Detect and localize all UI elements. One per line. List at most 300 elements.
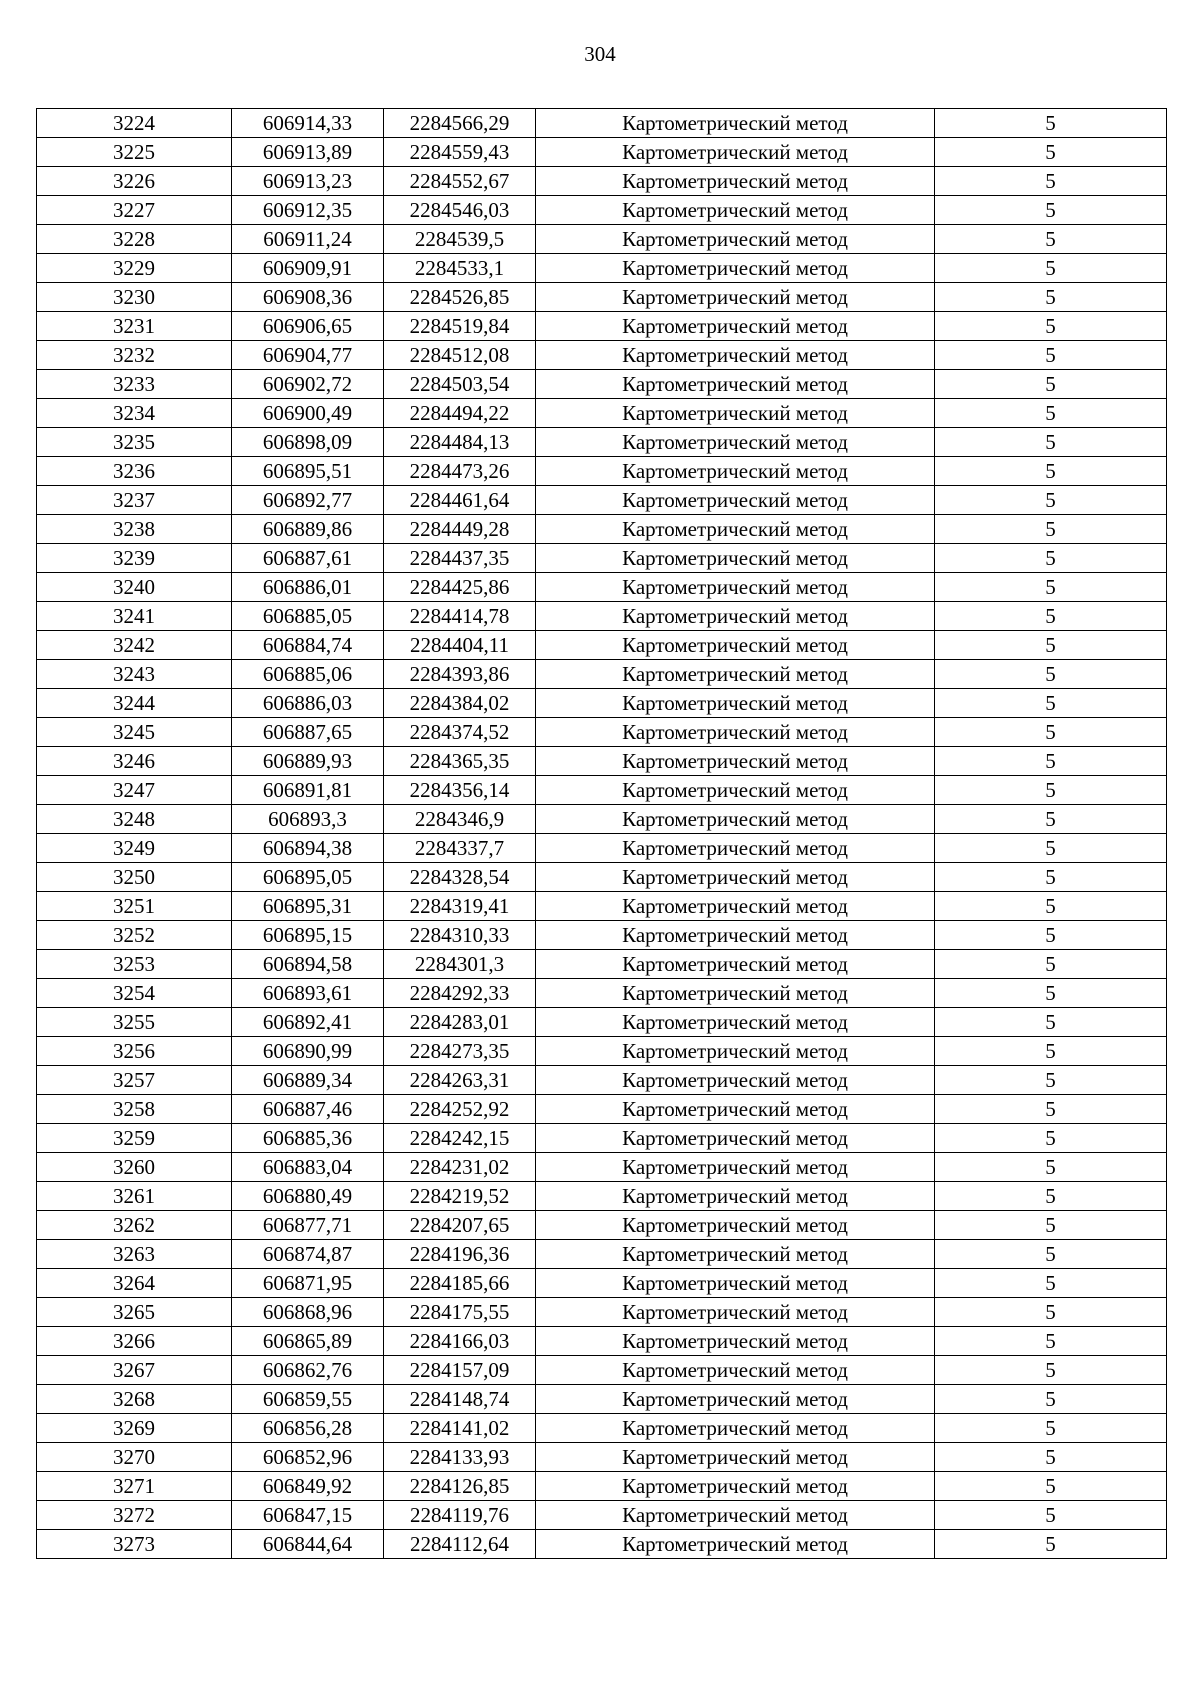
precision-cell: 5 xyxy=(935,1298,1167,1327)
method-cell: Картометрический метод xyxy=(536,573,935,602)
method-cell: Картометрический метод xyxy=(536,1472,935,1501)
x-coordinate-cell: 606895,15 xyxy=(232,921,384,950)
x-coordinate-cell: 606893,3 xyxy=(232,805,384,834)
y-coordinate-cell: 2284273,35 xyxy=(384,1037,536,1066)
y-coordinate-cell: 2284263,31 xyxy=(384,1066,536,1095)
precision-cell: 5 xyxy=(935,1240,1167,1269)
y-coordinate-cell: 2284319,41 xyxy=(384,892,536,921)
precision-cell: 5 xyxy=(935,341,1167,370)
point-number-cell: 3237 xyxy=(37,486,232,515)
table-row xyxy=(37,979,1167,1008)
method-cell: Картометрический метод xyxy=(536,428,935,457)
table-row xyxy=(37,225,1167,254)
y-coordinate-cell: 2284384,02 xyxy=(384,689,536,718)
point-number-cell: 3232 xyxy=(37,341,232,370)
y-coordinate-cell: 2284175,55 xyxy=(384,1298,536,1327)
method-cell: Картометрический метод xyxy=(536,196,935,225)
method-cell: Картометрический метод xyxy=(536,1066,935,1095)
y-coordinate-cell: 2284566,29 xyxy=(384,109,536,138)
point-number-cell: 3261 xyxy=(37,1182,232,1211)
table-row xyxy=(37,1240,1167,1269)
method-cell: Картометрический метод xyxy=(536,486,935,515)
point-number-cell: 3263 xyxy=(37,1240,232,1269)
point-number-cell: 3252 xyxy=(37,921,232,950)
y-coordinate-cell: 2284242,15 xyxy=(384,1124,536,1153)
precision-cell: 5 xyxy=(935,631,1167,660)
y-coordinate-cell: 2284231,02 xyxy=(384,1153,536,1182)
method-cell: Картометрический метод xyxy=(536,1327,935,1356)
x-coordinate-cell: 606913,89 xyxy=(232,138,384,167)
table-row xyxy=(37,834,1167,863)
x-coordinate-cell: 606892,41 xyxy=(232,1008,384,1037)
precision-cell: 5 xyxy=(935,515,1167,544)
y-coordinate-cell: 2284449,28 xyxy=(384,515,536,544)
x-coordinate-cell: 606885,05 xyxy=(232,602,384,631)
precision-cell: 5 xyxy=(935,1501,1167,1530)
precision-cell: 5 xyxy=(935,399,1167,428)
method-cell: Картометрический метод xyxy=(536,370,935,399)
x-coordinate-cell: 606884,74 xyxy=(232,631,384,660)
x-coordinate-cell: 606844,64 xyxy=(232,1530,384,1559)
precision-cell: 5 xyxy=(935,718,1167,747)
x-coordinate-cell: 606895,51 xyxy=(232,457,384,486)
point-number-cell: 3233 xyxy=(37,370,232,399)
y-coordinate-cell: 2284494,22 xyxy=(384,399,536,428)
y-coordinate-cell: 2284437,35 xyxy=(384,544,536,573)
y-coordinate-cell: 2284157,09 xyxy=(384,1356,536,1385)
precision-cell: 5 xyxy=(935,776,1167,805)
table-row xyxy=(37,167,1167,196)
x-coordinate-cell: 606889,34 xyxy=(232,1066,384,1095)
method-cell: Картометрический метод xyxy=(536,602,935,631)
y-coordinate-cell: 2284552,67 xyxy=(384,167,536,196)
point-number-cell: 3248 xyxy=(37,805,232,834)
x-coordinate-cell: 606847,15 xyxy=(232,1501,384,1530)
precision-cell: 5 xyxy=(935,196,1167,225)
x-coordinate-cell: 606904,77 xyxy=(232,341,384,370)
precision-cell: 5 xyxy=(935,747,1167,776)
y-coordinate-cell: 2284119,76 xyxy=(384,1501,536,1530)
method-cell: Картометрический метод xyxy=(536,1153,935,1182)
table-row xyxy=(37,1066,1167,1095)
precision-cell: 5 xyxy=(935,1211,1167,1240)
point-number-cell: 3273 xyxy=(37,1530,232,1559)
x-coordinate-cell: 606862,76 xyxy=(232,1356,384,1385)
table-row xyxy=(37,1356,1167,1385)
table-row xyxy=(37,602,1167,631)
table-row xyxy=(37,1414,1167,1443)
y-coordinate-cell: 2284301,3 xyxy=(384,950,536,979)
x-coordinate-cell: 606852,96 xyxy=(232,1443,384,1472)
x-coordinate-cell: 606893,61 xyxy=(232,979,384,1008)
y-coordinate-cell: 2284346,9 xyxy=(384,805,536,834)
table-row xyxy=(37,341,1167,370)
table-row xyxy=(37,109,1167,138)
method-cell: Картометрический метод xyxy=(536,1530,935,1559)
point-number-cell: 3234 xyxy=(37,399,232,428)
method-cell: Картометрический метод xyxy=(536,979,935,1008)
y-coordinate-cell: 2284414,78 xyxy=(384,602,536,631)
table-row xyxy=(37,863,1167,892)
x-coordinate-cell: 606868,96 xyxy=(232,1298,384,1327)
table-row xyxy=(37,399,1167,428)
x-coordinate-cell: 606909,91 xyxy=(232,254,384,283)
x-coordinate-cell: 606894,58 xyxy=(232,950,384,979)
x-coordinate-cell: 606912,35 xyxy=(232,196,384,225)
precision-cell: 5 xyxy=(935,370,1167,399)
x-coordinate-cell: 606894,38 xyxy=(232,834,384,863)
method-cell: Картометрический метод xyxy=(536,1443,935,1472)
y-coordinate-cell: 2284196,36 xyxy=(384,1240,536,1269)
page-number: 304 xyxy=(584,42,616,66)
y-coordinate-cell: 2284166,03 xyxy=(384,1327,536,1356)
method-cell: Картометрический метод xyxy=(536,312,935,341)
precision-cell: 5 xyxy=(935,428,1167,457)
x-coordinate-cell: 606914,33 xyxy=(232,109,384,138)
y-coordinate-cell: 2284219,52 xyxy=(384,1182,536,1211)
method-cell: Картометрический метод xyxy=(536,1298,935,1327)
table-row xyxy=(37,921,1167,950)
point-number-cell: 3258 xyxy=(37,1095,232,1124)
point-number-cell: 3267 xyxy=(37,1356,232,1385)
precision-cell: 5 xyxy=(935,573,1167,602)
method-cell: Картометрический метод xyxy=(536,515,935,544)
precision-cell: 5 xyxy=(935,486,1167,515)
x-coordinate-cell: 606885,36 xyxy=(232,1124,384,1153)
point-number-cell: 3242 xyxy=(37,631,232,660)
table-row xyxy=(37,1327,1167,1356)
point-number-cell: 3268 xyxy=(37,1385,232,1414)
method-cell: Картометрический метод xyxy=(536,399,935,428)
precision-cell: 5 xyxy=(935,1066,1167,1095)
point-number-cell: 3230 xyxy=(37,283,232,312)
method-cell: Картометрический метод xyxy=(536,1124,935,1153)
method-cell: Картометрический метод xyxy=(536,1211,935,1240)
table-row xyxy=(37,689,1167,718)
table-row xyxy=(37,1298,1167,1327)
x-coordinate-cell: 606877,71 xyxy=(232,1211,384,1240)
method-cell: Картометрический метод xyxy=(536,1269,935,1298)
point-number-cell: 3240 xyxy=(37,573,232,602)
method-cell: Картометрический метод xyxy=(536,950,935,979)
x-coordinate-cell: 606871,95 xyxy=(232,1269,384,1298)
precision-cell: 5 xyxy=(935,1095,1167,1124)
precision-cell: 5 xyxy=(935,138,1167,167)
method-cell: Картометрический метод xyxy=(536,225,935,254)
x-coordinate-cell: 606911,24 xyxy=(232,225,384,254)
point-number-cell: 3249 xyxy=(37,834,232,863)
precision-cell: 5 xyxy=(935,602,1167,631)
precision-cell: 5 xyxy=(935,457,1167,486)
method-cell: Картометрический метод xyxy=(536,1240,935,1269)
table-row xyxy=(37,1269,1167,1298)
precision-cell: 5 xyxy=(935,312,1167,341)
precision-cell: 5 xyxy=(935,1472,1167,1501)
precision-cell: 5 xyxy=(935,167,1167,196)
precision-cell: 5 xyxy=(935,921,1167,950)
point-number-cell: 3246 xyxy=(37,747,232,776)
point-number-cell: 3224 xyxy=(37,109,232,138)
method-cell: Картометрический метод xyxy=(536,1414,935,1443)
method-cell: Картометрический метод xyxy=(536,1501,935,1530)
precision-cell: 5 xyxy=(935,950,1167,979)
method-cell: Картометрический метод xyxy=(536,1356,935,1385)
precision-cell: 5 xyxy=(935,805,1167,834)
point-number-cell: 3271 xyxy=(37,1472,232,1501)
point-number-cell: 3238 xyxy=(37,515,232,544)
method-cell: Картометрический метод xyxy=(536,1008,935,1037)
table-row xyxy=(37,312,1167,341)
point-number-cell: 3253 xyxy=(37,950,232,979)
method-cell: Картометрический метод xyxy=(536,138,935,167)
method-cell: Картометрический метод xyxy=(536,167,935,196)
x-coordinate-cell: 606895,05 xyxy=(232,863,384,892)
point-number-cell: 3269 xyxy=(37,1414,232,1443)
point-number-cell: 3262 xyxy=(37,1211,232,1240)
y-coordinate-cell: 2284112,64 xyxy=(384,1530,536,1559)
table-row xyxy=(37,254,1167,283)
precision-cell: 5 xyxy=(935,1008,1167,1037)
x-coordinate-cell: 606886,01 xyxy=(232,573,384,602)
point-number-cell: 3260 xyxy=(37,1153,232,1182)
y-coordinate-cell: 2284133,93 xyxy=(384,1443,536,1472)
method-cell: Картометрический метод xyxy=(536,834,935,863)
x-coordinate-cell: 606849,92 xyxy=(232,1472,384,1501)
precision-cell: 5 xyxy=(935,1124,1167,1153)
point-number-cell: 3229 xyxy=(37,254,232,283)
table-row xyxy=(37,544,1167,573)
point-number-cell: 3236 xyxy=(37,457,232,486)
precision-cell: 5 xyxy=(935,834,1167,863)
y-coordinate-cell: 2284546,03 xyxy=(384,196,536,225)
table-row xyxy=(37,1443,1167,1472)
x-coordinate-cell: 606887,65 xyxy=(232,718,384,747)
point-number-cell: 3264 xyxy=(37,1269,232,1298)
y-coordinate-cell: 2284252,92 xyxy=(384,1095,536,1124)
y-coordinate-cell: 2284185,66 xyxy=(384,1269,536,1298)
table-row xyxy=(37,428,1167,457)
point-number-cell: 3251 xyxy=(37,892,232,921)
table-row xyxy=(37,573,1167,602)
point-number-cell: 3250 xyxy=(37,863,232,892)
point-number-cell: 3270 xyxy=(37,1443,232,1472)
precision-cell: 5 xyxy=(935,892,1167,921)
method-cell: Картометрический метод xyxy=(536,1385,935,1414)
precision-cell: 5 xyxy=(935,225,1167,254)
point-number-cell: 3231 xyxy=(37,312,232,341)
x-coordinate-cell: 606856,28 xyxy=(232,1414,384,1443)
y-coordinate-cell: 2284533,1 xyxy=(384,254,536,283)
y-coordinate-cell: 2284148,74 xyxy=(384,1385,536,1414)
precision-cell: 5 xyxy=(935,1182,1167,1211)
y-coordinate-cell: 2284292,33 xyxy=(384,979,536,1008)
point-number-cell: 3272 xyxy=(37,1501,232,1530)
precision-cell: 5 xyxy=(935,109,1167,138)
y-coordinate-cell: 2284393,86 xyxy=(384,660,536,689)
coordinates-table xyxy=(36,108,1167,1559)
precision-cell: 5 xyxy=(935,544,1167,573)
y-coordinate-cell: 2284539,5 xyxy=(384,225,536,254)
y-coordinate-cell: 2284461,64 xyxy=(384,486,536,515)
table-row xyxy=(37,457,1167,486)
table-row xyxy=(37,892,1167,921)
table-row xyxy=(37,1182,1167,1211)
method-cell: Картометрический метод xyxy=(536,718,935,747)
table-row xyxy=(37,805,1167,834)
point-number-cell: 3256 xyxy=(37,1037,232,1066)
point-number-cell: 3227 xyxy=(37,196,232,225)
table-row xyxy=(37,1530,1167,1559)
y-coordinate-cell: 2284310,33 xyxy=(384,921,536,950)
y-coordinate-cell: 2284356,14 xyxy=(384,776,536,805)
y-coordinate-cell: 2284473,26 xyxy=(384,457,536,486)
point-number-cell: 3239 xyxy=(37,544,232,573)
method-cell: Картометрический метод xyxy=(536,660,935,689)
point-number-cell: 3255 xyxy=(37,1008,232,1037)
table-row xyxy=(37,1124,1167,1153)
point-number-cell: 3245 xyxy=(37,718,232,747)
y-coordinate-cell: 2284126,85 xyxy=(384,1472,536,1501)
table-row xyxy=(37,660,1167,689)
method-cell: Картометрический метод xyxy=(536,254,935,283)
y-coordinate-cell: 2284404,11 xyxy=(384,631,536,660)
table-row xyxy=(37,1472,1167,1501)
precision-cell: 5 xyxy=(935,660,1167,689)
precision-cell: 5 xyxy=(935,1530,1167,1559)
table-row xyxy=(37,950,1167,979)
table-row xyxy=(37,1095,1167,1124)
x-coordinate-cell: 606880,49 xyxy=(232,1182,384,1211)
y-coordinate-cell: 2284425,86 xyxy=(384,573,536,602)
x-coordinate-cell: 606859,55 xyxy=(232,1385,384,1414)
precision-cell: 5 xyxy=(935,1443,1167,1472)
x-coordinate-cell: 606883,04 xyxy=(232,1153,384,1182)
x-coordinate-cell: 606890,99 xyxy=(232,1037,384,1066)
x-coordinate-cell: 606902,72 xyxy=(232,370,384,399)
x-coordinate-cell: 606887,61 xyxy=(232,544,384,573)
point-number-cell: 3257 xyxy=(37,1066,232,1095)
method-cell: Картометрический метод xyxy=(536,689,935,718)
x-coordinate-cell: 606895,31 xyxy=(232,892,384,921)
y-coordinate-cell: 2284519,84 xyxy=(384,312,536,341)
precision-cell: 5 xyxy=(935,1153,1167,1182)
point-number-cell: 3241 xyxy=(37,602,232,631)
x-coordinate-cell: 606891,81 xyxy=(232,776,384,805)
x-coordinate-cell: 606892,77 xyxy=(232,486,384,515)
precision-cell: 5 xyxy=(935,1385,1167,1414)
point-number-cell: 3228 xyxy=(37,225,232,254)
table-row xyxy=(37,1037,1167,1066)
table-row xyxy=(37,196,1167,225)
x-coordinate-cell: 606886,03 xyxy=(232,689,384,718)
point-number-cell: 3226 xyxy=(37,167,232,196)
x-coordinate-cell: 606885,06 xyxy=(232,660,384,689)
point-number-cell: 3259 xyxy=(37,1124,232,1153)
y-coordinate-cell: 2284283,01 xyxy=(384,1008,536,1037)
method-cell: Картометрический метод xyxy=(536,892,935,921)
y-coordinate-cell: 2284503,54 xyxy=(384,370,536,399)
precision-cell: 5 xyxy=(935,254,1167,283)
point-number-cell: 3266 xyxy=(37,1327,232,1356)
precision-cell: 5 xyxy=(935,283,1167,312)
x-coordinate-cell: 606913,23 xyxy=(232,167,384,196)
table-row xyxy=(37,283,1167,312)
table-row xyxy=(37,631,1167,660)
x-coordinate-cell: 606900,49 xyxy=(232,399,384,428)
method-cell: Картометрический метод xyxy=(536,1095,935,1124)
precision-cell: 5 xyxy=(935,1414,1167,1443)
point-number-cell: 3235 xyxy=(37,428,232,457)
method-cell: Картометрический метод xyxy=(536,544,935,573)
point-number-cell: 3247 xyxy=(37,776,232,805)
precision-cell: 5 xyxy=(935,1269,1167,1298)
x-coordinate-cell: 606906,65 xyxy=(232,312,384,341)
y-coordinate-cell: 2284141,02 xyxy=(384,1414,536,1443)
y-coordinate-cell: 2284559,43 xyxy=(384,138,536,167)
table-row xyxy=(37,138,1167,167)
x-coordinate-cell: 606865,89 xyxy=(232,1327,384,1356)
y-coordinate-cell: 2284526,85 xyxy=(384,283,536,312)
x-coordinate-cell: 606889,86 xyxy=(232,515,384,544)
method-cell: Картометрический метод xyxy=(536,1182,935,1211)
y-coordinate-cell: 2284512,08 xyxy=(384,341,536,370)
x-coordinate-cell: 606889,93 xyxy=(232,747,384,776)
y-coordinate-cell: 2284328,54 xyxy=(384,863,536,892)
precision-cell: 5 xyxy=(935,689,1167,718)
method-cell: Картометрический метод xyxy=(536,341,935,370)
table-row xyxy=(37,1153,1167,1182)
method-cell: Картометрический метод xyxy=(536,457,935,486)
table-row xyxy=(37,1211,1167,1240)
method-cell: Картометрический метод xyxy=(536,805,935,834)
table-row xyxy=(37,747,1167,776)
method-cell: Картометрический метод xyxy=(536,863,935,892)
precision-cell: 5 xyxy=(935,863,1167,892)
y-coordinate-cell: 2284374,52 xyxy=(384,718,536,747)
precision-cell: 5 xyxy=(935,1037,1167,1066)
x-coordinate-cell: 606887,46 xyxy=(232,1095,384,1124)
method-cell: Картометрический метод xyxy=(536,1037,935,1066)
table-row xyxy=(37,1385,1167,1414)
method-cell: Картометрический метод xyxy=(536,921,935,950)
table-row xyxy=(37,486,1167,515)
point-number-cell: 3265 xyxy=(37,1298,232,1327)
point-number-cell: 3244 xyxy=(37,689,232,718)
x-coordinate-cell: 606908,36 xyxy=(232,283,384,312)
table-body xyxy=(37,109,1167,1559)
table-row xyxy=(37,370,1167,399)
point-number-cell: 3254 xyxy=(37,979,232,1008)
method-cell: Картометрический метод xyxy=(536,631,935,660)
method-cell: Картометрический метод xyxy=(536,747,935,776)
method-cell: Картометрический метод xyxy=(536,109,935,138)
x-coordinate-cell: 606874,87 xyxy=(232,1240,384,1269)
y-coordinate-cell: 2284365,35 xyxy=(384,747,536,776)
table-row xyxy=(37,776,1167,805)
y-coordinate-cell: 2284337,7 xyxy=(384,834,536,863)
x-coordinate-cell: 606898,09 xyxy=(232,428,384,457)
precision-cell: 5 xyxy=(935,1327,1167,1356)
table-row xyxy=(37,1501,1167,1530)
table-row xyxy=(37,718,1167,747)
precision-cell: 5 xyxy=(935,979,1167,1008)
method-cell: Картометрический метод xyxy=(536,776,935,805)
table-row xyxy=(37,1008,1167,1037)
method-cell: Картометрический метод xyxy=(536,283,935,312)
table-row xyxy=(37,515,1167,544)
point-number-cell: 3225 xyxy=(37,138,232,167)
y-coordinate-cell: 2284484,13 xyxy=(384,428,536,457)
